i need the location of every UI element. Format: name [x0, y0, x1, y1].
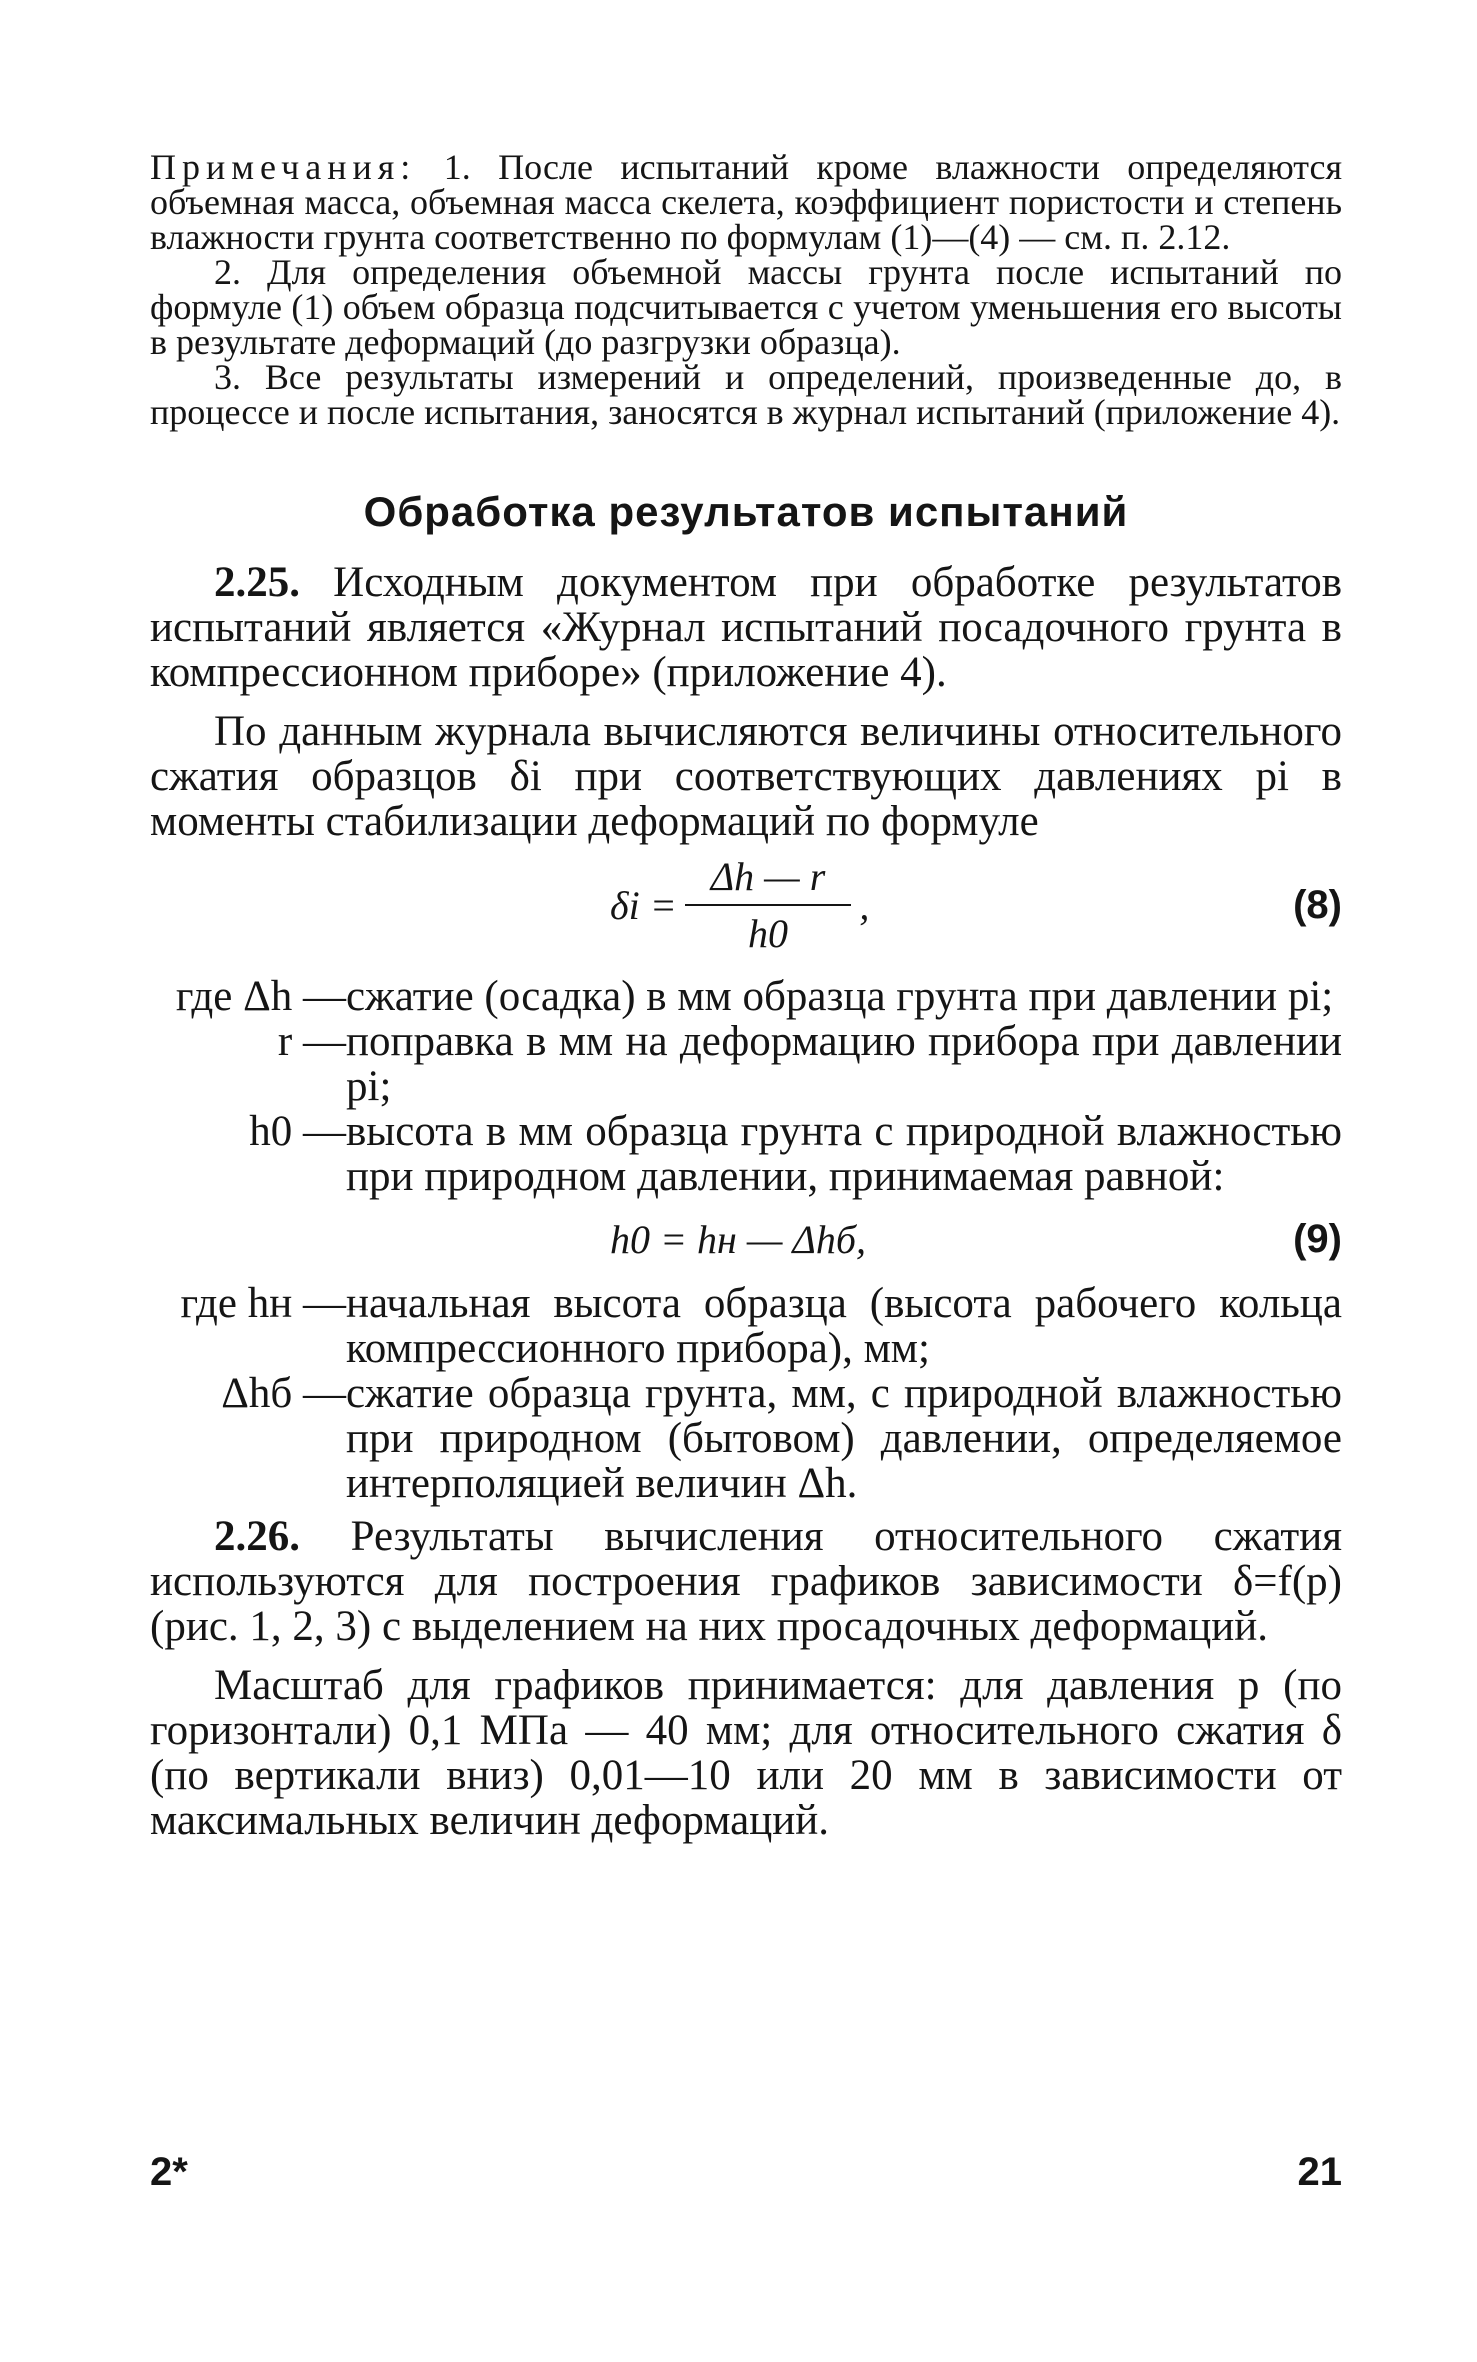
- section-heading: Обработка результатов испытаний: [363, 488, 1129, 535]
- formula-8-tail: ,: [859, 882, 870, 928]
- note-1-text: 1. После испытаний кроме влажности определяются объемная масса, объемная масса скелета, коэффициент пористости и степень влажности грунта соответственно по формулам (1)—(4) — см. п. 2.12.: [150, 147, 1342, 257]
- definition-desc: начальная высота образца (высота рабочего кольца компрессионного прибора), мм;: [346, 1280, 1342, 1372]
- paragraph-2-26: [150, 1514, 1342, 1649]
- definition-desc: высота в мм образца грунта с природной влажностью при природном давлении, принимаемая равной:: [346, 1108, 1342, 1200]
- paragraph-2-25-text: Исходным документом при обработке результатов испытаний является «Журнал испытаний посадочного грунта в компрессионном приборе» (приложение 4).: [150, 559, 1342, 696]
- definition-item: [150, 1019, 1342, 1109]
- note-2: 2. Для определения объемной массы грунта после испытаний по формуле (1) объем образца подсчитывается с учетом уменьшения его высоты в результате деформаций (до разгрузки образца).: [150, 252, 1342, 362]
- clause-number: 2.26.: [214, 1513, 300, 1560]
- page-number: 21: [1297, 2150, 1342, 2194]
- signature-mark: 2*: [150, 2150, 188, 2194]
- definition-term: где hн —: [180, 1280, 346, 1327]
- definition-desc: поправка в мм на деформацию прибора при давлении pi;: [346, 1018, 1342, 1110]
- definition-item: [150, 1109, 1342, 1199]
- paragraph-2-26-text: Результаты вычисления относительного сжатия используются для построения графиков зависимости δ=f(p) (рис. 1, 2, 3) с выделением на них просадочных деформаций.: [150, 1513, 1343, 1650]
- notes-label: Примечания:: [150, 147, 417, 187]
- definition-desc: сжатие образца грунта, мм, с природной влажностью при природном (бытовом) давлении, определяемое интерполяцией величин Δh.: [346, 1370, 1342, 1507]
- formula-8-expression: [610, 850, 869, 960]
- formula-8-denominator: h0: [748, 911, 788, 956]
- formula-9: [150, 1209, 1342, 1269]
- formula-8: [150, 850, 1342, 960]
- formula-8-lhs: δi =: [610, 882, 677, 928]
- formula-9-expression: h0 = hн — Δhб,: [610, 1216, 866, 1262]
- page: [150, 147, 1343, 1844]
- definition-desc: сжатие (осадка) в мм образца грунта при давлении pi;: [346, 973, 1334, 1020]
- notes-block: [150, 147, 1342, 432]
- definition-item: [150, 1371, 1342, 1506]
- definition-term: r —: [277, 1018, 346, 1065]
- definition-item: [150, 1281, 1342, 1371]
- definitions-list-1: [150, 974, 1342, 1199]
- body-text: [150, 560, 1342, 844]
- definitions-list-2: [150, 1281, 1342, 1506]
- definition-term: где Δh —: [175, 973, 346, 1020]
- paragraph-scale: Масштаб для графиков принимается: для давления p (по горизонтали) 0,1 МПа — 40 мм; для относительного сжатия δ (по вертикали вниз) 0,01—10 или 20 мм в зависимости от максимальных величин деформаций.: [150, 1662, 1342, 1844]
- formula-8-numerator: Δh — r: [685, 853, 852, 906]
- body-text-2: [150, 1514, 1342, 1843]
- paragraph-formula-intro: По данным журнала вычисляются величины относительного сжатия образцов δi при соответствующих давлениях pi в моменты стабилизации деформаций по формуле: [150, 708, 1342, 845]
- paragraph-2-25: [150, 560, 1342, 695]
- definition-item: [150, 974, 1342, 1019]
- formula-8-fraction: [685, 853, 852, 957]
- note-1: [150, 147, 1342, 257]
- formula-9-number: (9): [1293, 1216, 1342, 1261]
- clause-number: 2.25.: [214, 559, 300, 606]
- definition-term: Δhб —: [221, 1370, 346, 1417]
- formula-8-number: (8): [1293, 882, 1342, 927]
- definition-term: h0 —: [249, 1108, 346, 1155]
- note-3: 3. Все результаты измерений и определений, произведенные до, в процессе и после испытания, заносятся в журнал испытаний (приложение 4).: [150, 357, 1342, 432]
